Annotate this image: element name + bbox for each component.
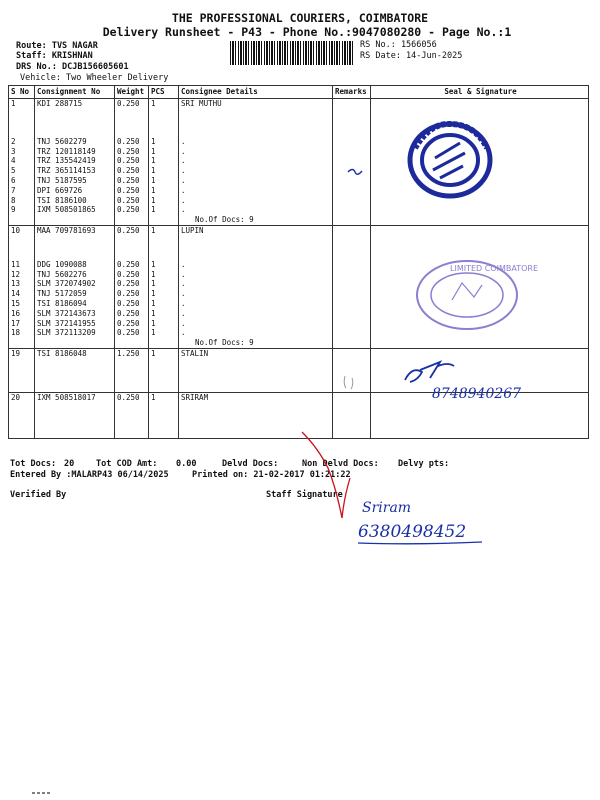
signature-1-icon — [400, 358, 460, 388]
weight-cell: 0.250 — [115, 99, 149, 109]
table-header-row — [9, 86, 589, 99]
table-row: 17 SLM 372141955 0.250 1 . — [9, 319, 589, 329]
seal-stamp-icon — [405, 118, 495, 203]
verified-by: Verified By — [10, 490, 67, 500]
faded-company-stamp-icon — [412, 255, 539, 335]
non-delvd-docs-label: Non Delvd Docs: — [302, 459, 379, 469]
company-name: THE PROFESSIONAL COURIERS, COIMBATORE — [171, 11, 429, 25]
table-row: 2 TNJ 5602279 0.250 1 . — [9, 137, 589, 147]
handwritten-phone-2: 6380498452 — [358, 522, 467, 542]
faint-mark-icon — [340, 372, 360, 392]
staff-label: Staff: KRISHNAN — [16, 51, 93, 61]
rs-number: RS No.: 1566056 — [360, 40, 437, 50]
stamp-text: LIMITED COIMBATORE — [450, 264, 539, 273]
table-row: 3 TRZ 120118149 0.250 1 . — [9, 147, 589, 157]
consignment-cell: KDI 288715 — [35, 99, 115, 109]
route-label: Route: TVS NAGAR — [16, 41, 98, 51]
handwritten-name-2: Sriram — [362, 500, 412, 516]
staff-signature-label: Staff Signature — [266, 490, 343, 500]
table-row: 6 TNJ 5187595 0.250 1 . — [9, 176, 589, 186]
delvd-docs-label: Delvd Docs: — [222, 459, 279, 469]
table-row: 9 IXM 508501865 0.250 1 . — [9, 205, 589, 215]
tot-docs-value: 20 — [64, 459, 75, 469]
table-row — [9, 99, 589, 109]
docs-count: No.Of Docs: 9 — [179, 338, 333, 348]
col-consignment: Consignment No — [35, 86, 115, 99]
remarks-cell — [333, 99, 371, 109]
remark-mark-icon — [345, 165, 365, 179]
vehicle-label: Vehicle: Two Wheeler Delivery — [20, 73, 169, 83]
seal-cell — [371, 99, 589, 109]
table-row: 7 DPI 669726 0.250 1 . — [9, 186, 589, 196]
table-row: 8 TSI 8186100 0.250 1 . — [9, 196, 589, 206]
cod-label: Tot COD Amt: — [96, 459, 158, 469]
scan-speck-icon — [30, 790, 60, 796]
table-row: 4 TRZ 135542419 0.250 1 . — [9, 156, 589, 166]
sno-cell: 1 — [9, 99, 35, 109]
table-row: 19 TSI 8186048 1.250 1 STALIN — [9, 348, 589, 358]
drs-number: DRS No.: DCJB156605601 — [16, 62, 129, 72]
col-weight: Weight — [115, 86, 149, 99]
barcode-icon — [230, 41, 354, 65]
red-check-mark-icon — [298, 428, 358, 528]
table-row: 10 MAA 709781693 0.250 1 LUPIN — [9, 225, 589, 235]
tot-docs-label: Tot Docs: — [10, 459, 57, 469]
table-row: 15 TSI 8186094 0.250 1 . — [9, 299, 589, 309]
col-remarks: Remarks — [333, 86, 371, 99]
table-row: 18 SLM 372113209 0.250 1 . — [9, 328, 589, 338]
table-row: 5 TRZ 365114153 0.250 1 . — [9, 166, 589, 176]
runsheet-title: Delivery Runsheet - P43 - Phone No.:9047080280 - Page No.:1 — [102, 25, 512, 39]
cod-value: 0.00 — [176, 459, 197, 469]
pcs-cell: 1 — [149, 99, 179, 109]
handwritten-phone-1: 8748940267 — [432, 386, 522, 402]
table-row: 13 SLM 372074902 0.250 1 . — [9, 279, 589, 289]
col-consignee: Consignee Details — [179, 86, 333, 99]
consignee-cell: SRI MUTHU — [179, 99, 333, 109]
docs-count: No.Of Docs: 9 — [179, 215, 333, 225]
table-row: 12 TNJ 5602276 0.250 1 . — [9, 270, 589, 280]
col-pcs: PCS — [149, 86, 179, 99]
entered-by: Entered By :MALARP43 06/14/2025 — [10, 470, 169, 480]
printed-on: Printed on: 21-02-2017 01:21:22 — [192, 470, 351, 480]
table-row: 20 IXM 508518017 0.250 1 SRIRAM — [9, 392, 589, 402]
table-row: 11 DDG 1090088 0.250 1 . — [9, 260, 589, 270]
col-sno: S No — [9, 86, 35, 99]
col-seal: Seal & Signature — [371, 86, 589, 99]
rs-date: RS Date: 14-Jun-2025 — [360, 51, 463, 61]
table-row: 16 SLM 372143673 0.250 1 . — [9, 309, 589, 319]
delvy-pts-label: Delvy pts: — [398, 459, 450, 469]
signature-underline-icon — [356, 538, 486, 548]
table-row: 14 TNJ 5172059 0.250 1 . — [9, 289, 589, 299]
